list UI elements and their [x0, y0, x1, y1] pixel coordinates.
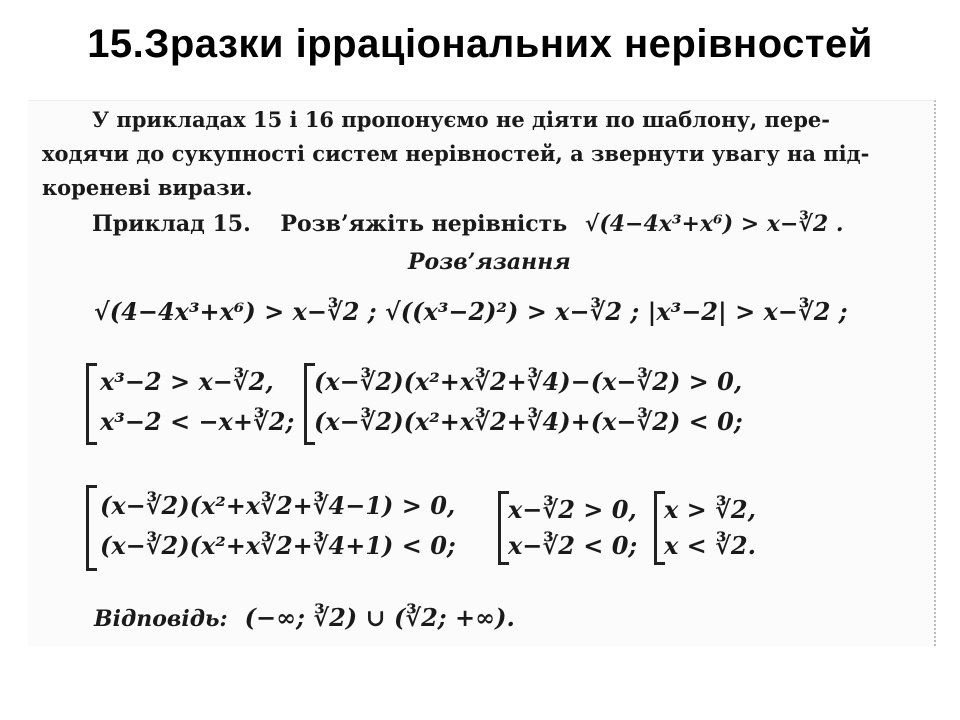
slide-title: 15.Зразки ірраціональних нерівностей	[87, 22, 873, 66]
system5-line-1: x > ∛2,	[664, 495, 756, 524]
task-label: Приклад 15.	[92, 211, 251, 237]
system1-line-1: x³−2 > x−∛2,	[100, 367, 274, 396]
system5-line-2: x < ∛2.	[664, 531, 756, 560]
system1-line-2: x³−2 < −x+∛2;	[100, 407, 295, 436]
task-text: Розв’яжіть нерівність	[280, 211, 568, 237]
answer	[94, 603, 515, 632]
system-bracket-3	[86, 485, 97, 571]
intro-line-1: У прикладах 15 і 16 пропонуємо не діяти по шаблону, пере-	[92, 107, 830, 132]
intro-line-2: ходячи до сукупності систем нерівностей, а звернути увагу на під-	[42, 141, 870, 166]
scanned-textbook-page	[28, 100, 936, 646]
system2-line-2: (x−∛2)(x²+x∛2+∛4)+(x−∛2) < 0;	[314, 407, 743, 436]
solution-heading: Розв’язання	[408, 249, 571, 275]
answer-value: (−∞; ∛2) ∪ (∛2; +∞).	[244, 603, 515, 632]
system3-line-1: (x−∛2)(x²+x∛2+∛4−1) > 0,	[100, 491, 456, 520]
answer-label: Відповідь:	[94, 606, 228, 632]
system4-line-1: x−∛2 > 0,	[508, 495, 637, 524]
system-bracket-1	[86, 363, 97, 445]
system2-line-1: (x−∛2)(x²+x∛2+∛4)−(x−∛2) > 0,	[314, 367, 743, 396]
intro-line-3: кореневі вирази.	[42, 175, 253, 200]
task-inequality: √(4−4x³+x⁶) > x−∛2 .	[584, 211, 844, 237]
solution-step-1: √(4−4x³+x⁶) > x−∛2 ; √((x³−2)²) > x−∛2 ; |x³−2| > x−∛2 ;	[94, 297, 848, 326]
system4-line-2: x−∛2 < 0;	[508, 531, 638, 560]
system3-line-2: (x−∛2)(x²+x∛2+∛4+1) < 0;	[100, 531, 456, 560]
task-statement	[92, 211, 844, 237]
